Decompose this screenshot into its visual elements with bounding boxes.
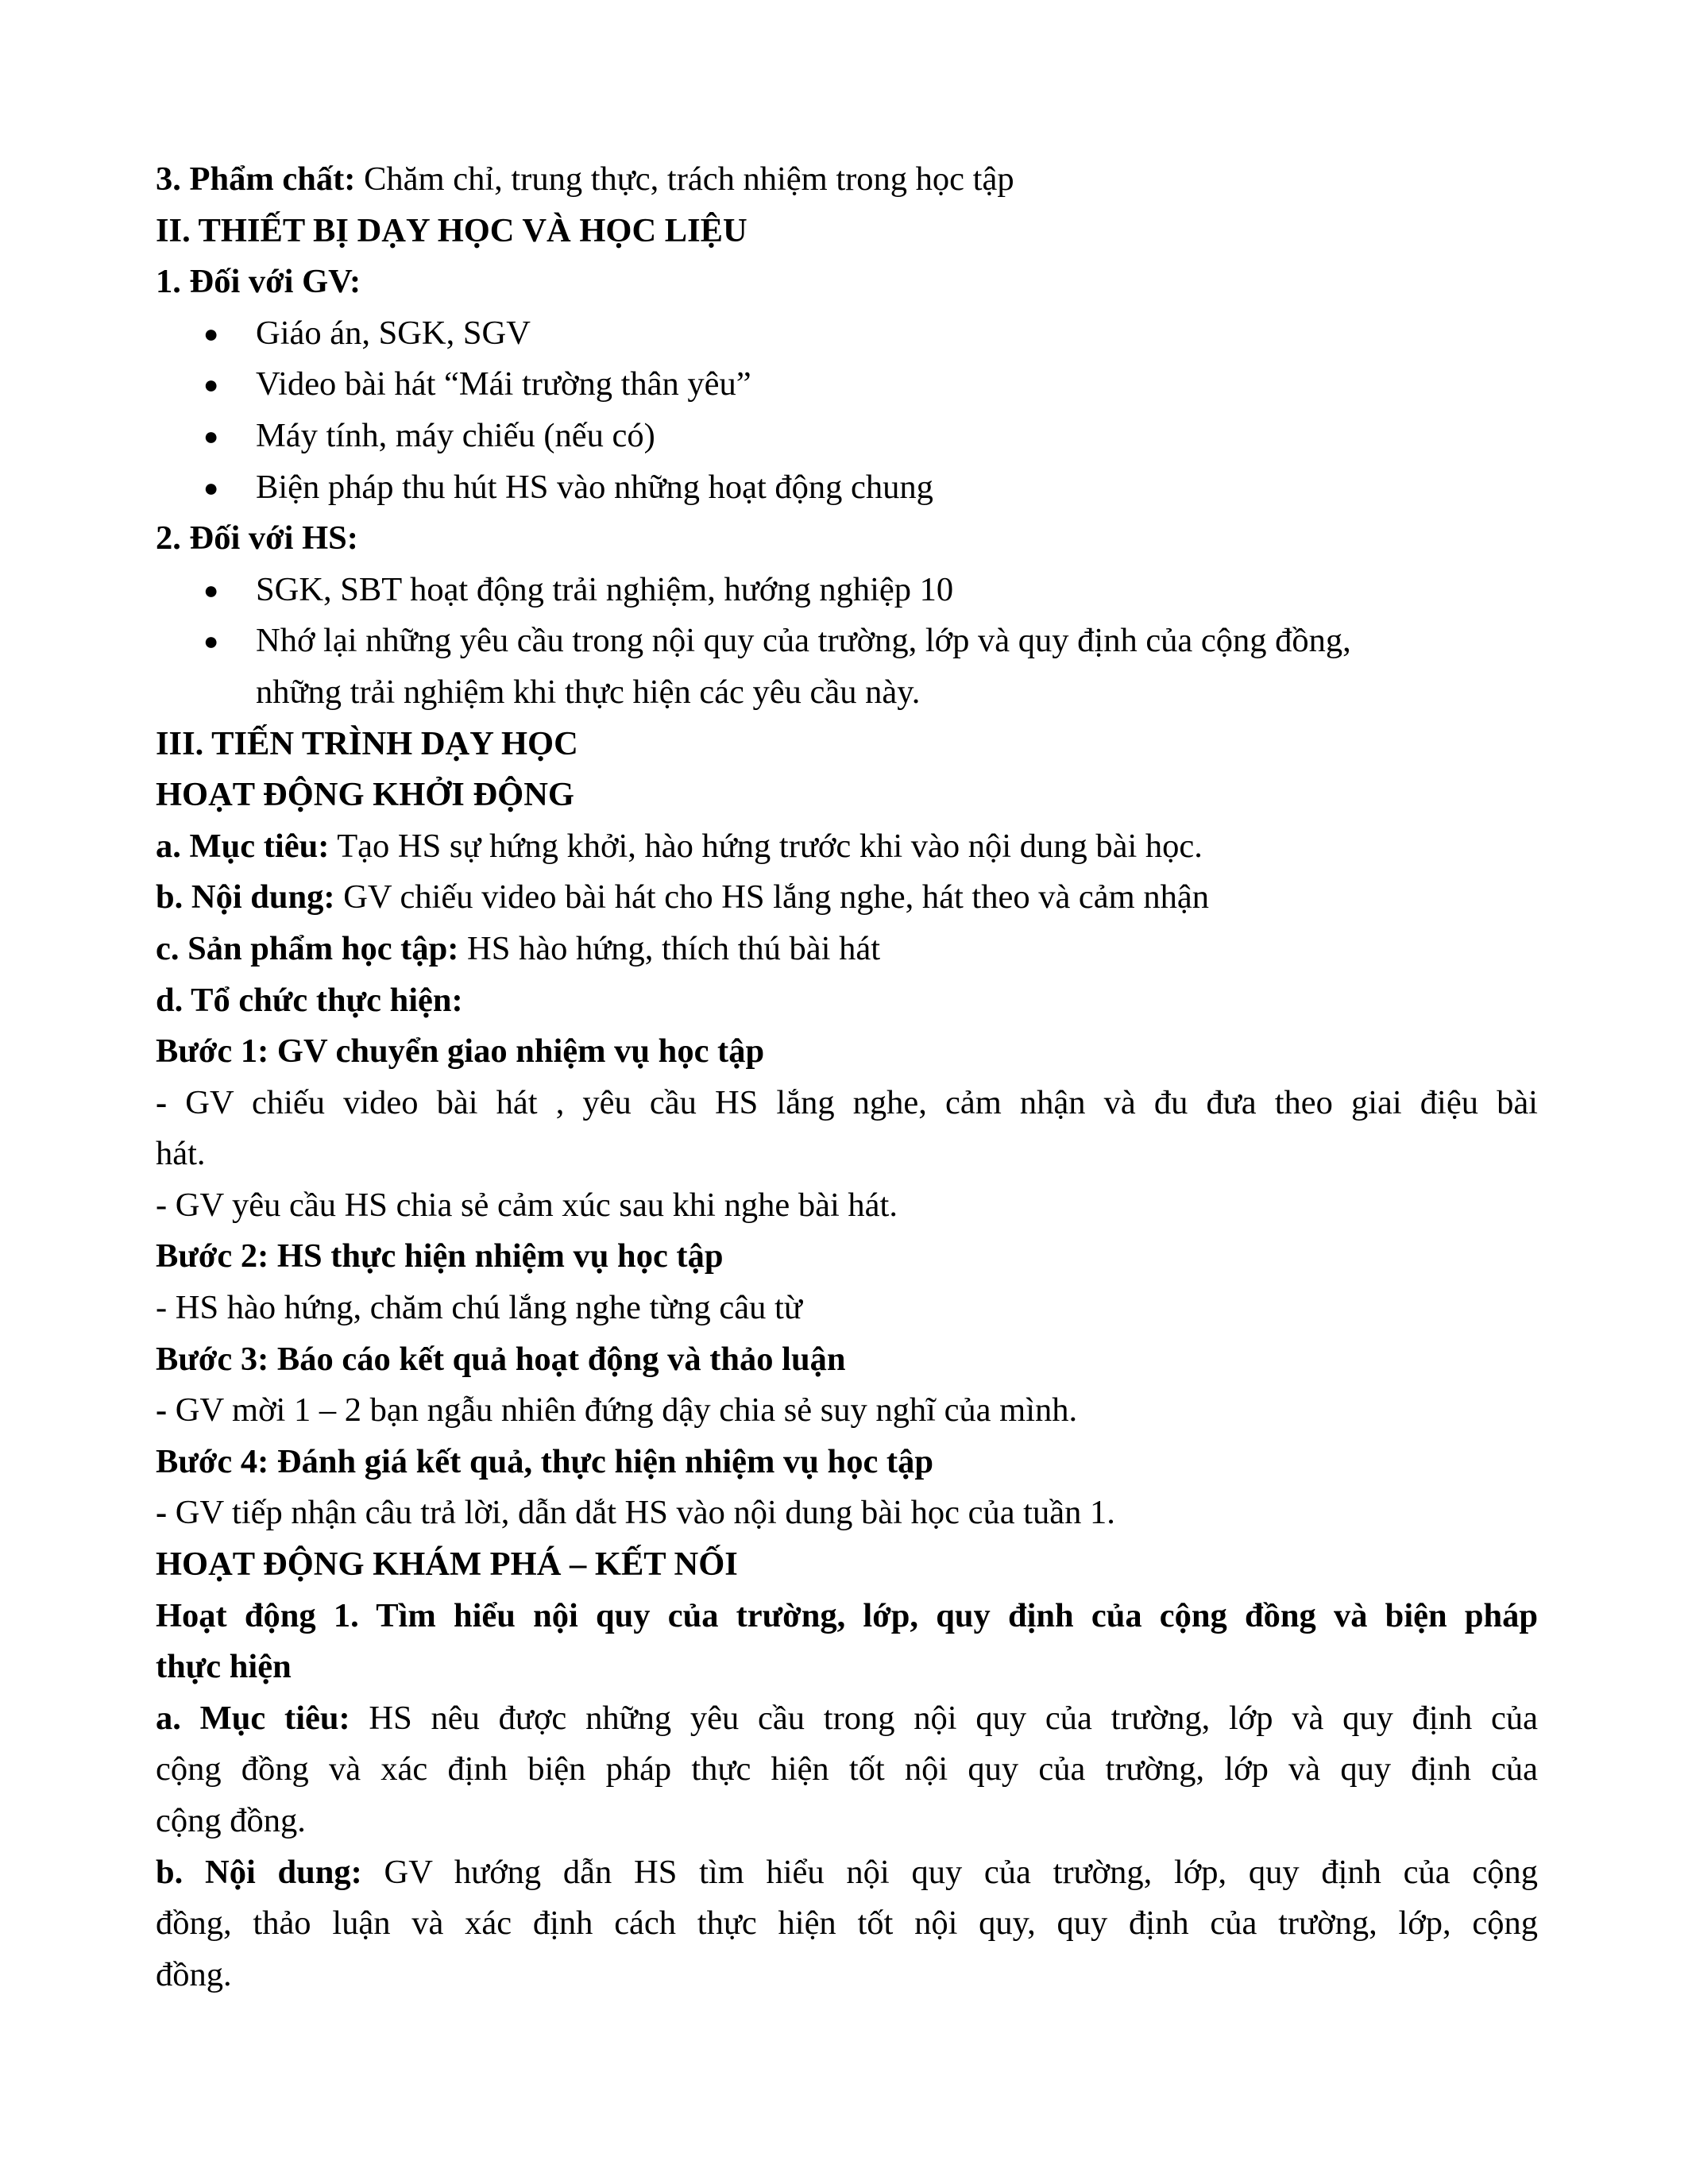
content-line (156, 872, 1538, 924)
objective-2-line-2: cộng đồng và xác định biện pháp thực hiện tốt nội quy của trường, lớp và quy định của (156, 1750, 1538, 1788)
qualities-line (156, 154, 1538, 206)
bullet-icon: ● (203, 421, 219, 450)
content-text: GV chiếu video bài hát cho HS lắng nghe, hát theo và cảm nhận (334, 878, 1209, 916)
bullet-icon: ● (203, 627, 219, 656)
objective-2-line (156, 1693, 1538, 1745)
step-2-text: - HS hào hứng, chăm chú lắng nghe từng câu từ (156, 1289, 802, 1327)
step-4-text-body: GV tiếp nhận câu trả lời, dẫn dắt HS vào nội dung bài học của tuần 1. (167, 1494, 1115, 1532)
document-page (156, 154, 1538, 2001)
step-1-heading: Bước 1: GV chuyển giao nhiệm vụ học tập (156, 1032, 765, 1071)
objective-text: Tạo HS sự hứng khởi, hào hứng trước khi vào nội dung bài học. (329, 827, 1203, 865)
list-item (156, 308, 1538, 360)
bullet-icon: ● (203, 370, 219, 399)
list-item-text: Giáo án, SGK, SGV (256, 314, 531, 352)
list-item-text: SGK, SBT hoạt động trải nghiệm, hướng nghiệp 10 (256, 570, 954, 608)
list-item-text: Nhớ lại những yêu cầu trong nội quy của trường, lớp và quy định của cộng đồng, (256, 622, 1351, 660)
list-item (156, 462, 1538, 514)
step-1-text-2: - GV yêu cầu HS chia sẻ cảm xúc sau khi nghe bài hát. (156, 1186, 898, 1224)
content-2-text: GV hướng dẫn HS tìm hiểu nội quy của trường, lớp, quy định của cộng (361, 1853, 1538, 1891)
product-label: c. Sản phẩm học tập: (156, 929, 459, 967)
list-item-text: những trải nghiệm khi thực hiện các yêu cầu này. (256, 673, 921, 711)
step-1-text (156, 1078, 1538, 1129)
step-3-heading: Bước 3: Báo cáo kết quả hoạt động và thảo luận (156, 1340, 846, 1378)
section-heading-process: III. TIẾN TRÌNH DẠY HỌC (156, 724, 578, 762)
step-1-text-a: GV chiếu video bài hát , yêu cầu HS lắng nghe, cảm nhận và đu đưa theo giai điệu bài (167, 1083, 1538, 1121)
activity-1-title: Hoạt động 1. Tìm hiểu nội quy của trường, lớp, quy định của cộng đồng và biện pháp (156, 1596, 1538, 1634)
objective-line (156, 821, 1538, 873)
content-2-label: b. Nội dung: (156, 1853, 362, 1891)
product-text: HS hào hứng, thích thú bài hát (458, 929, 880, 967)
content-2-line-3: đồng. (156, 1955, 232, 1993)
list-item-text: Video bài hát “Mái trường thân yêu” (256, 365, 751, 403)
dash: - (156, 1494, 168, 1532)
qualities-text: Chăm chỉ, trung thực, trách nhiệm trong học tập (355, 160, 1014, 198)
content-2-line-2: đồng, thảo luận và xác định cách thực hiện tốt nội quy, quy định của trường, lớp, cộng (156, 1904, 1538, 1943)
bullet-icon: ● (203, 318, 219, 348)
objective-label: a. Mục tiêu: (156, 827, 330, 865)
section-heading-equipment: II. THIẾT BỊ DẠY HỌC VÀ HỌC LIỆU (156, 211, 747, 249)
objective-2-line-3: cộng đồng. (156, 1802, 306, 1839)
list-item (156, 565, 1538, 616)
step-2-heading: Bước 2: HS thực hiện nhiệm vụ học tập (156, 1237, 724, 1275)
bullet-icon: ● (203, 575, 219, 604)
step-3-text (156, 1385, 1538, 1437)
dash: - (156, 1391, 168, 1430)
qualities-label: 3. Phẩm chất: (156, 160, 356, 198)
product-line (156, 924, 1538, 975)
subheading-for-student: 2. Đối với HS: (156, 519, 358, 558)
step-3-text-body: GV mời 1 – 2 bạn ngẫu nhiên đứng dậy chia sẻ suy nghĩ của mình. (167, 1391, 1078, 1430)
step-4-text (156, 1488, 1538, 1539)
step-4-heading: Bước 4: Đánh giá kết quả, thực hiện nhiệm vụ học tập (156, 1442, 933, 1480)
activity-heading-warmup: HOẠT ĐỘNG KHỞI ĐỘNG (156, 776, 574, 814)
activity-heading-explore: HOẠT ĐỘNG KHÁM PHÁ – KẾT NỐI (156, 1545, 738, 1584)
dash: - (156, 1083, 168, 1121)
list-item (156, 615, 1538, 667)
content-label: b. Nội dung: (156, 878, 335, 916)
list-item (156, 411, 1538, 462)
list-item-text: Máy tính, máy chiếu (nếu có) (256, 416, 655, 454)
list-item (156, 359, 1538, 411)
list-item-text: Biện pháp thu hút HS vào những hoạt động chung (256, 468, 933, 506)
objective-2-text: HS nêu được những yêu cầu trong nội quy của trường, lớp và quy định của (350, 1699, 1538, 1737)
objective-2-label: a. Mục tiêu: (156, 1699, 350, 1737)
activity-1-title-cont: thực hiện (156, 1648, 292, 1686)
organization-label: d. Tổ chức thực hiện: (156, 981, 463, 1019)
bullet-icon: ● (203, 473, 219, 502)
list-item-continuation (156, 667, 1538, 719)
content-2-line (156, 1847, 1538, 1899)
step-1-text-cont: hát. (156, 1135, 206, 1173)
subheading-for-teacher: 1. Đối với GV: (156, 263, 361, 301)
